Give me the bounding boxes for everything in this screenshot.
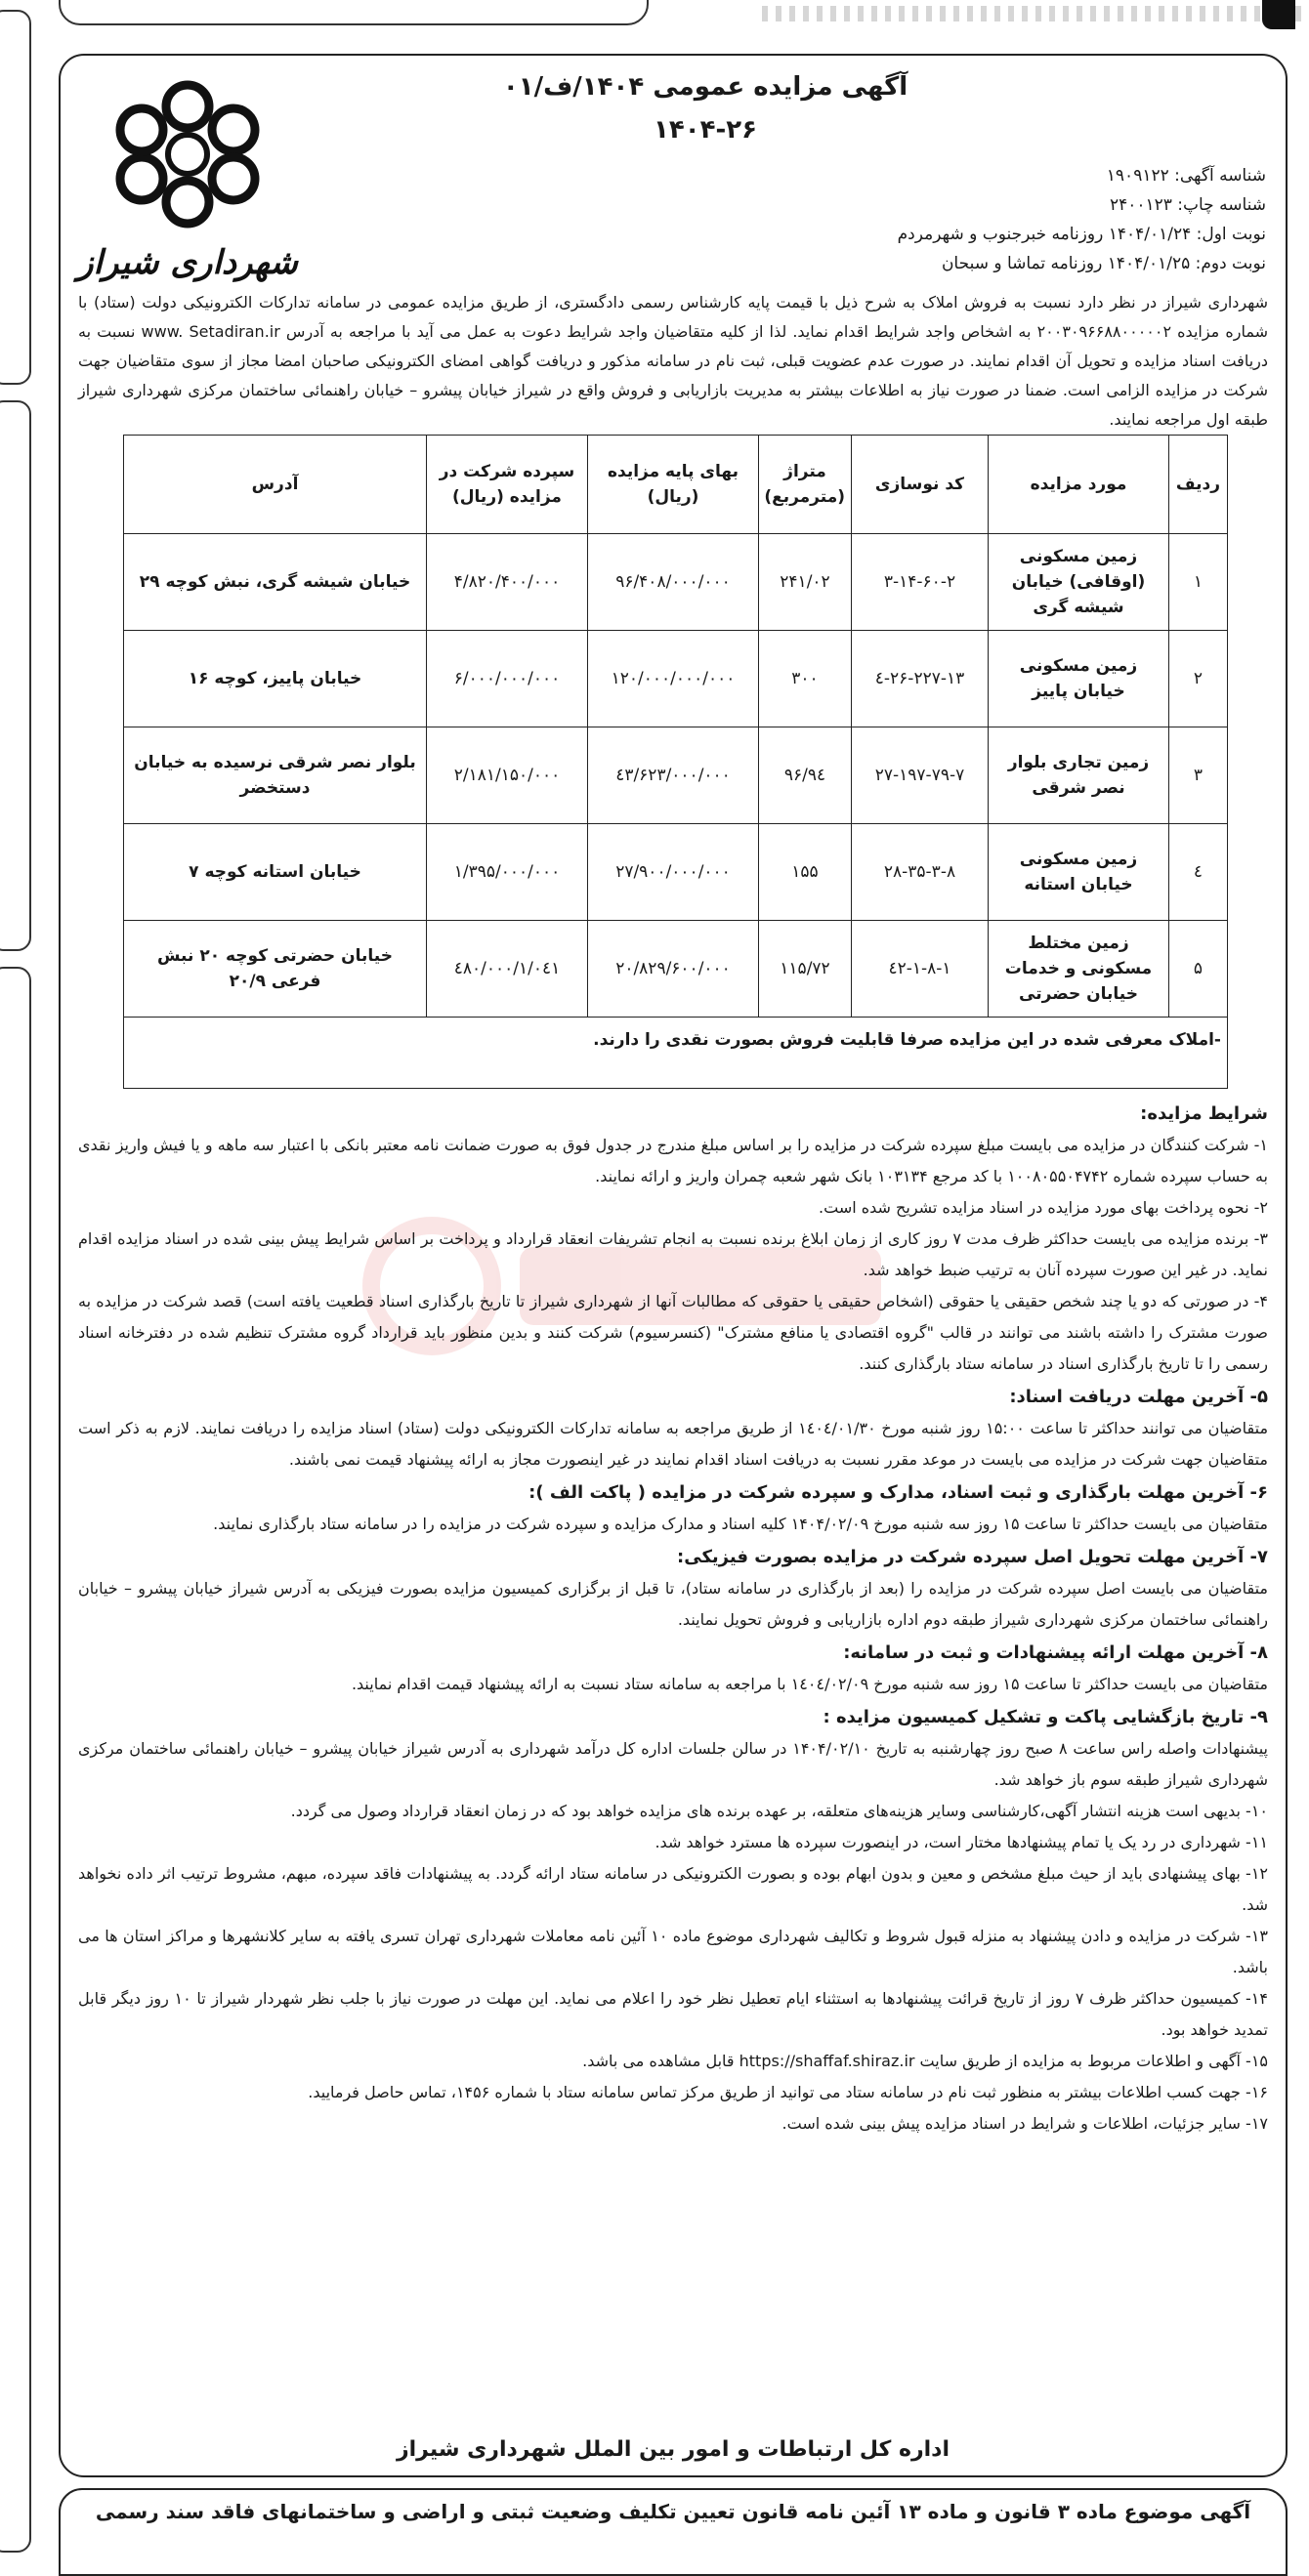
top-dotted-line (762, 6, 1309, 21)
cell-no: ٤ (1169, 824, 1228, 921)
term-10: ۱۰- بدیهی است هزینه انتشار آگهی،کارشناسی وسایر هزینه‌های متعلقه، بر عهده برنده های مزایده خواهد بود که در زمان انعقاد قرارداد وصول می گردد. (290, 1802, 1268, 1820)
cell-address: بلوار نصر شرقی نرسیده به خیابان دستخضر (124, 727, 427, 824)
col-address: آدرس (124, 436, 427, 534)
cell-item: زمین مسکونی خیابان پاییز (989, 631, 1169, 727)
section-8-title: ۸- آخرین مهلت ارائه پیشنهادات و ثبت در سامانه: (843, 1642, 1268, 1663)
cash-only-note: -املاک معرفی شده در این مزایده صرفا قابلیت فروش بصورت نقدی را دارند. (124, 1018, 1228, 1089)
top-ad-pill (59, 0, 649, 25)
table-row (124, 631, 1228, 727)
ad-title (471, 65, 940, 151)
section-6-body: متقاضیان می بایست حداکثر تا ساعت ۱۵ روز سه شنبه مورخ ۱۴۰۴/۰۲/۰۹ کلیه اسناد و مدارک مزایده و سپرده شرکت در مزایده را در سامانه ستاد بارگذاری نمایند. (213, 1515, 1268, 1533)
auction-terms (78, 1099, 1268, 2140)
cell-deposit: ۴/۸۲۰/۴۰۰/۰۰۰ (427, 534, 588, 631)
first-publication: نوبت اول: ۱۴۰۴/۰۱/۲۴ روزنامه خبرجنوب و شهرمردم (897, 225, 1266, 244)
terms-heading: شرایط مزایده: (1140, 1103, 1268, 1124)
cell-address: خیابان استانه کوچه ۷ (124, 824, 427, 921)
cell-address: خیابان پاییز، کوچه ۱۶ (124, 631, 427, 727)
title-line-2: ۱۴۰۴-۲۶ (653, 115, 757, 145)
cell-no: ۱ (1169, 534, 1228, 631)
table-row (124, 534, 1228, 631)
auction-items-table (123, 435, 1228, 1089)
left-ad-box-2 (0, 400, 31, 951)
term-1: ۱- شرکت کنندگان در مزایده می بایست مبلغ سپرده شرکت در مزایده را بر اساس مبلغ مندرج در جدول فوق به صورت ضمانت نامه معتبر بانکی با اعتبار سه ماهه و یا فیش واریز نقدی به حساب سپرده شماره ۱۰۰۸۰۵۵۰۴۷۴۲ با کد مرجع ۱۰۳۱۳۴ بانک شهر شعبه چمران واریز و ارائه نمایند. (78, 1136, 1268, 1185)
left-ad-box-1 (0, 10, 31, 385)
cell-address: خیابان شیشه گری، نبش کوچه ۲۹ (124, 534, 427, 631)
table-row (124, 921, 1228, 1018)
cell-base: ۲۷/۹۰۰/۰۰۰/۰۰۰ (588, 824, 759, 921)
cell-area: ۱۱۵/۷۲ (759, 921, 852, 1018)
section-9-body: پیشنهادات واصله راس ساعت ۸ صبح روز چهارشنبه به تاریخ ۱۴۰۴/۰۲/۱۰ در سالن جلسات اداره کل درآمد شهرداری به آدرس شیراز خیابان پیشرو – خیابان راهنمائی ساختمان مرکزی شهرداری شیراز طبقه سوم باز خواهد شد. (78, 1739, 1268, 1789)
col-item: مورد مزایده (989, 436, 1169, 534)
term-12: ۱۲- بهای پیشنهادی باید از حیث مبلغ مشخص و معین و بدون ابهام بوده و بصورت الکترونیکی در سامانه ستاد ارائه گردد. به پیشنهادات فاقد سپرده، مبهم، مشروط ترتیب اثر داده نخواهد شد. (78, 1864, 1268, 1914)
cell-deposit: ۲/۱۸۱/۱۵۰/۰۰۰ (427, 727, 588, 824)
logo-text: شهرداری شیراز (77, 243, 298, 282)
section-5-title: ۵- آخرین مهلت دریافت اسناد: (1009, 1387, 1268, 1407)
section-9-title: ۹- تاریخ بازگشایی پاکت و تشکیل کمیسیون مزایده : (823, 1707, 1268, 1727)
term-4: ۴- در صورتی که دو یا چند شخص حقیقی یا حقوقی (اشخاص حقیقی یا حقوقی که مطالبات آنها از شهرداری شیراز تا تاریخ بارگذاری اسناد قطعیت یافته است) قصد شرکت در مزایده به صورت مشترک را داشته باشند می توانند در قالب "گروه اقتصادی یا منافع مشترک" (کنسرسیوم) شرکت کنند و بدین منظور باید قرارداد گروه مشترک تنظیم شده در دفترخانه اسناد رسمی را تا تاریخ بارگذاری اسناد در سامانه ستاد بارگذاری کنند. (78, 1292, 1268, 1373)
ad-meta (898, 161, 1266, 278)
term-17: ۱۷- سایر جزئیات، اطلاعات و شرایط در اسناد مزایده پیش بینی شده است. (781, 2114, 1268, 2133)
cell-item: زمین مسکونی خیابان استانه (989, 824, 1169, 921)
col-row-number: ردیف (1169, 436, 1228, 534)
cell-deposit: ۱/۳۹۵/۰۰۰/۰۰۰ (427, 824, 588, 921)
cell-base: ۱۲۰/۰۰۰/۰۰۰/۰۰۰ (588, 631, 759, 727)
top-corner-mark (1262, 0, 1295, 29)
term-13: ۱۳- شرکت در مزایده و دادن پیشنهاد به منزله قبول شروط و تکالیف شهرداری موضوع ماده ۱۰ آئین نامه معاملات شهرداری تهران تسری یافته به سایر کلانشهرها و مراکز استان ها می باشد. (78, 1927, 1269, 1976)
cell-code: ۲۶-۲۲۷-۱۳-٤ (852, 631, 989, 727)
cell-no: ۲ (1169, 631, 1228, 727)
flower-logo-icon (77, 73, 298, 298)
table-header-row (124, 436, 1228, 534)
next-ad-title: آگهی موضوع ماده ۳ قانون و ماده ۱۳ آئین نامه قانون تعیین تکلیف وضعیت ثبتی و اراضی و ساختمانهای فاقد سند رسمی (95, 2500, 1251, 2523)
next-ad-box (59, 2488, 1288, 2576)
table-row (124, 824, 1228, 921)
section-6-title: ۶- آخرین مهلت بارگذاری و ثبت اسناد، مدارک و سپرده شرکت در مزایده ( پاکت الف ): (528, 1482, 1268, 1503)
term-11: ۱۱- شهرداری در رد یک یا تمام پیشنهادها مختار است، در اینصورت سپرده ها مسترد خواهد شد. (654, 1833, 1268, 1851)
cell-area: ۲۴۱/۰۲ (759, 534, 852, 631)
term-2: ۲- نحوه پرداخت بهای مورد مزایده در اسناد مزایده تشریح شده است. (819, 1198, 1268, 1217)
cell-item: زمین مسکونی (اوقافی) خیابان شیشه گری (989, 534, 1169, 631)
cell-item: زمین مختلط مسکونی و خدمات خیابان حضرتی (989, 921, 1169, 1018)
section-5-body: متقاضیان می توانند حداکثر تا ساعت ۱۵:۰۰ روز شنبه مورخ ۱٤۰٤/۰۱/۳۰ از طریق مراجعه به سامانه تدارکات الکترونیکی دولت (ستاد) اسناد مزایده را دریافت نمایند. لازم به ذکر است متقاضیان جهت شرکت در مزایده می بایست در موعد مقرر نسبت به دریافت اسناد اقدام نمایند در غیر اینصورت مجاز به ارائه پیشنهاد قیمت نمی باشند. (78, 1419, 1269, 1469)
col-base-price: بهای پایه مزایده (ریال) (588, 436, 759, 534)
left-margin-strip (0, 0, 25, 2557)
cell-no: ۵ (1169, 921, 1228, 1018)
section-8-body: متقاضیان می بایست حداکثر تا ساعت ۱۵ روز سه شنبه مورخ ۱٤۰٤/۰۲/۰۹ با مراجعه به سامانه ستاد نسبت به ارائه پیشنهاد قیمت اقدام نمایند. (351, 1675, 1268, 1693)
cell-code: ۲۸-۳۵-۳-۸ (852, 824, 989, 921)
term-3: ۳- برنده مزایده می بایست حداکثر ظرف مدت ۷ روز کاری از زمان ابلاغ برنده نسبت به انجام تشریفات انعقاد قرارداد و پرداخت بر اساس شرایط پیش بینی شده در اسناد مزایده اقدام نماید. در غیر این صورت سپرده آنان به ترتیب ضبط خواهد شد. (78, 1229, 1268, 1279)
title-line-1: آگهی مزایده عمومی ۱۴۰۴/ف/۰۱ (502, 72, 908, 102)
cell-base: ۲۰/۸۲۹/۶۰۰/۰۰۰ (588, 921, 759, 1018)
cell-base: ۹۶/۴۰۸/۰۰۰/۰۰۰ (588, 534, 759, 631)
section-7-title: ۷- آخرین مهلت تحویل اصل سپرده شرکت در مزایده بصورت فیزیکی: (677, 1547, 1268, 1567)
cell-area: ۳۰۰ (759, 631, 852, 727)
term-16: ۱۶- جهت کسب اطلاعات بیشتر به منظور ثبت نام در سامانه ستاد می توانید از طریق مرکز تماس سامانه ستاد با شماره ۱۴۵۶، تماس حاصل فرمایید. (308, 2083, 1268, 2101)
cell-code: ۳-۱۴-۶۰-۲ (852, 534, 989, 631)
cell-deposit: ۶/۰۰۰/۰۰۰/۰۰۰ (427, 631, 588, 727)
table-note-row (124, 1018, 1228, 1089)
col-deposit: سپرده شرکت در مزایده (ریال) (427, 436, 588, 534)
cell-address: خیابان حضرتی کوچه ۲۰ نبش فرعی ۲۰/۹ (124, 921, 427, 1018)
ad-footer-signature: اداره کل ارتباطات و امور بین الملل شهرداری شیراز (396, 2437, 950, 2462)
cell-item: زمین تجاری بلوار نصر شرقی (989, 727, 1169, 824)
ad-id: شناسه آگهی: ۱۹۰۹۱۲۲ (1106, 166, 1266, 186)
intro-paragraph: شهرداری شیراز در نظر دارد نسبت به فروش املاک به شرح ذیل با قیمت پایه کارشناس رسمی دادگستری، از طریق مزایده عمومی در سامانه تدارکات الکترونیکی دولت (ستاد) با شماره مزایده ۲۰۰۳۰۹۶۶۸۸۰۰۰۰۰۲ به اشخاص واجد شرایط اقدام نماید. لذا از کلیه متقاضیان واجد شرایط دعوت به عمل می آید با مراجعه به آدرس www. Setadiran.ir نسبت به دریافت اسناد مزایده و تحویل آن اقدام نمایند. در صورت عدم عضویت قبلی، ثبت نام در سامانه مذکور و دریافت گواهی امضای الکترونیکی صاحبان امضا مجاز از سوی متقاضیان جهت شرکت در مزایده الزامی است. ضمنا در صورت نیاز به اطلاعات بیشتر به مدیریت بازاریابی و فروش واقع در شیراز خیابان پیشرو – خیابان راهنمائی ساختمان مرکزی شهرداری شیراز طبقه اول مراجعه نمایند. (78, 293, 1268, 429)
cell-area: ۱۵۵ (759, 824, 852, 921)
term-14: ۱۴- کمیسیون حداکثر ظرف ۷ روز از تاریخ قرائت پیشنهادها به استثناء ایام تعطیل نظر خود را اعلام می نماید. این مهلت در صورت نیاز با جلب نظر شهردار شیراز تا ۱۰ روز دیگر قابل تمدید خواهد بود. (78, 1989, 1268, 2039)
table-row (124, 727, 1228, 824)
section-7-body: متقاضیان می بایست اصل سپرده شرکت در مزایده را (بعد از بارگذاری در سامانه ستاد)، تا قبل از برگزاری کمیسیون مزایده بصورت فیزیکی به آدرس شیراز خیابان پیشرو – خیابان راهنمائی ساختمان مرکزی شهرداری شیراز طبقه دوم اداره بازاریابی و فروش تحویل نمایند. (78, 1579, 1268, 1629)
col-renovation-code: کد نوسازی (852, 436, 989, 534)
left-ad-box-3 (0, 967, 31, 2553)
print-id: شناسه چاپ: ۲۴۰۰۱۲۳ (1109, 195, 1266, 215)
col-area: متراژ (مترمربع) (759, 436, 852, 534)
term-15: ۱۵- آگهی و اطلاعات مربوط به مزایده از طریق سایت https://shaffaf.shiraz.ir قابل مشاهده می باشد. (582, 2052, 1268, 2070)
cell-base: ٤۳/۶۲۳/۰۰۰/۰۰۰ (588, 727, 759, 824)
top-bar (59, 0, 1295, 37)
cell-code: ۲۷-۱۹۷-۷۹-۷ (852, 727, 989, 824)
shiraz-municipality-logo (77, 73, 298, 298)
cell-area: ۹۶/۹٤ (759, 727, 852, 824)
cell-no: ۳ (1169, 727, 1228, 824)
second-publication: نوبت دوم: ۱۴۰۴/۰۱/۲۵ روزنامه تماشا و سبحان (941, 254, 1266, 273)
auction-ad (59, 54, 1288, 2477)
cell-deposit: ۱/۰٤۱/٤۸۰/۰۰۰ (427, 921, 588, 1018)
cell-code: ۱-٤۲-۱-۸ (852, 921, 989, 1018)
